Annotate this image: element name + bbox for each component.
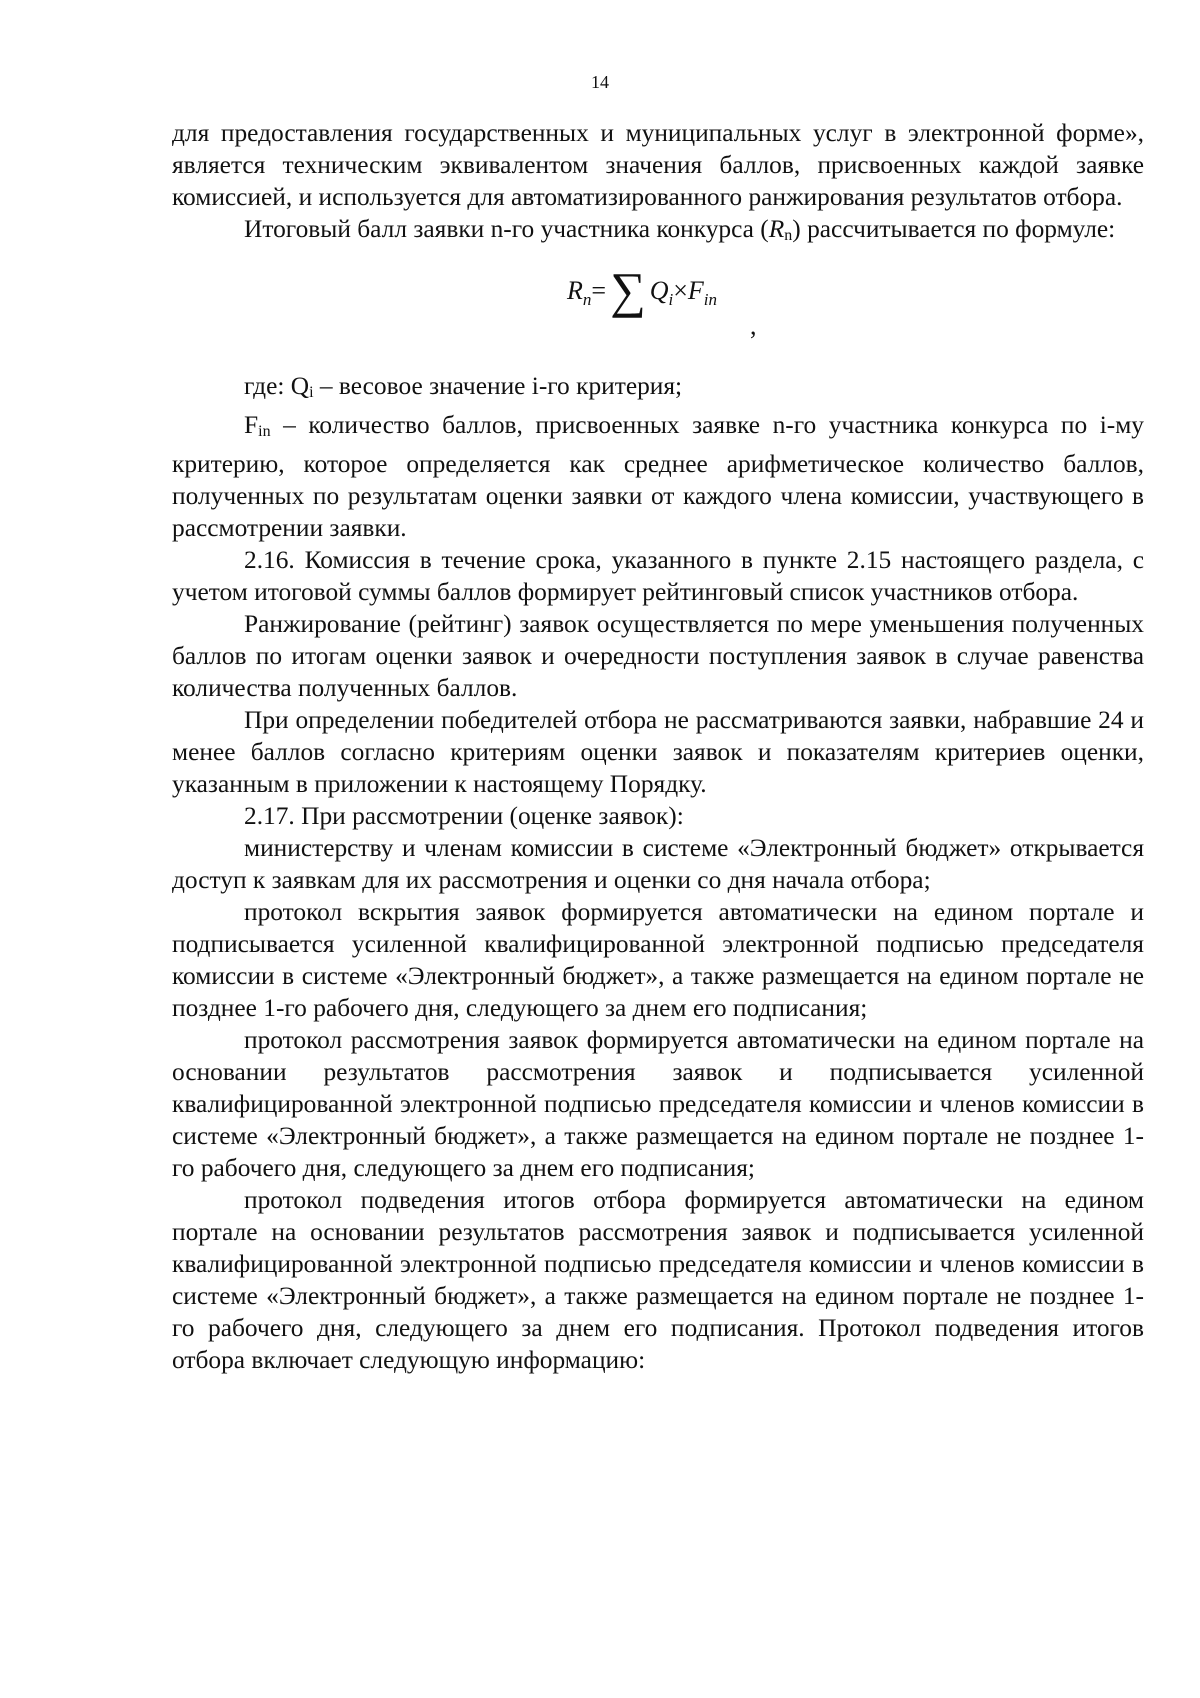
final-score-text-before: Итоговый балл заявки n-го участника конкурса ( <box>244 215 769 243</box>
formula-q: Q <box>649 276 669 305</box>
paragraph-results-protocol: протокол подведения итогов отбора формируется автоматически на едином портале на основании результатов рассмотрения заявок и подписывается усиленной квалифицированной электронной подписью председателя комиссии и членов комиссии в системе «Электронный бюджет», а также размещается на едином портале не позднее 1-го рабочего дня, следующего за днем его подписания. Протокол подведения итогов отбора включает следующую информацию: <box>172 1186 1144 1374</box>
formula-lhs-sub: n <box>582 290 592 310</box>
formula-equals: = <box>591 276 607 305</box>
paragraph-opening-protocol: протокол вскрытия заявок формируется автоматически на едином портале и подписывается усиленной квалифицированной электронной подписью председателя комиссии в системе «Электронный бюджет», а также размещается на едином портале не позднее 1-го рабочего дня, следующего за днем его подписания; <box>172 898 1144 1022</box>
paragraph-access: министерству и членам комиссии в системе «Электронный бюджет» открывается доступ к заявкам для их рассмотрения и оценки со дня начала отбора; <box>172 834 1144 894</box>
where-q-sub: i <box>309 384 314 401</box>
formula-f-sub: in <box>703 290 718 310</box>
where-f-text: – количество баллов, присвоенных заявке n-го участника конкурса по i-му критерию, которое определяется как среднее арифметическое количество баллов, полученных по результатам оценки заявки от каждого члена комиссии, участвующего в рассмотрении заявки. <box>172 411 1144 542</box>
document-body <box>172 117 1144 1376</box>
formula-expression <box>567 262 718 318</box>
final-score-symbol-sub: n <box>784 227 793 244</box>
final-score-text-after: ) рассчитывается по формуле: <box>792 215 1116 243</box>
where-f-prefix: F <box>244 411 259 439</box>
paragraph-continuation: для предоставления государственных и муниципальных услуг в электронной форме», является техническим эквивалентом значения баллов, присвоенных каждой заявке комиссией, и используется для автоматизированного ранжирования результатов отбора. <box>172 119 1144 211</box>
formula-lhs: R <box>567 276 583 305</box>
paragraph-2-17: 2.17. При рассмотрении (оценке заявок): <box>244 802 684 830</box>
paragraph-2-16: 2.16. Комиссия в течение срока, указанного в пункте 2.15 настоящего раздела, с учетом итоговой суммы баллов формирует рейтинговый список участников отбора. <box>172 546 1144 606</box>
paragraph-where-q <box>172 370 1144 409</box>
score-formula <box>172 252 1144 354</box>
paragraph-final-score <box>172 213 1144 252</box>
where-q-prefix: где: Q <box>244 372 310 400</box>
paragraph-where-f <box>172 409 1144 544</box>
formula-times: × <box>673 276 688 305</box>
formula-f: F <box>687 276 704 305</box>
paragraph-winners: При определении победителей отбора не рассматриваются заявки, набравшие 24 и менее баллов согласно критериям оценки заявок и показателям критериев оценки, указанным в приложении к настоящему Порядку. <box>172 706 1144 798</box>
paragraph-review-protocol: протокол рассмотрения заявок формируется автоматически на едином портале на основании результатов рассмотрения заявок и подписывается усиленной квалифицированной электронной подписью председателя комиссии и членов комиссии в системе «Электронный бюджет», а также размещается на едином портале не позднее 1-го рабочего дня, следующего за днем его подписания; <box>172 1026 1144 1182</box>
formula-sigma: ∑ <box>610 262 646 318</box>
where-f-sub: in <box>258 423 271 440</box>
page-number: 14 <box>591 72 609 92</box>
where-q-text: – весовое значение i-го критерия; <box>313 372 683 400</box>
final-score-symbol: R <box>768 215 785 243</box>
formula-comma: , <box>750 311 757 340</box>
formula-q-sub: i <box>668 290 674 310</box>
paragraph-ranking: Ранжирование (рейтинг) заявок осуществляется по мере уменьшения полученных баллов по итогам оценки заявок и очередности поступления заявок в случае равенства количества полученных баллов. <box>172 610 1144 702</box>
